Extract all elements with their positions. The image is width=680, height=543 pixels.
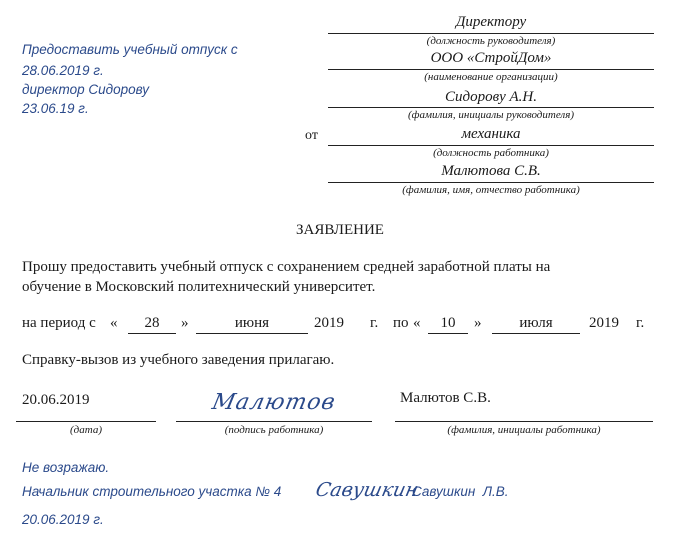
- end-day: 10: [440, 315, 456, 331]
- attachment-note: Справку-вызов из учебного заведения прилагаю.: [22, 352, 335, 368]
- approver-signature: Савушкин: [313, 479, 421, 501]
- employee-name-caption: (фамилия, имя, отчество работника): [402, 184, 580, 196]
- application-date: 20.06.2019: [22, 392, 90, 408]
- addressee-position-line: [328, 33, 654, 34]
- from-label: от: [305, 128, 318, 143]
- resolution-line-2: 28.06.2019 г.: [22, 63, 104, 78]
- end-year-suffix: г.: [636, 315, 645, 331]
- name-line: [395, 421, 653, 422]
- start-year: 2019: [314, 315, 344, 331]
- start-year-suffix: г.: [370, 315, 379, 331]
- addressee-position-caption: (должность руководителя): [426, 35, 556, 47]
- to-label: по: [393, 315, 409, 331]
- date-caption: (дата): [70, 424, 102, 436]
- addressee-name-caption: (фамилия, инициалы руководителя): [408, 109, 574, 121]
- approver-name: Савушкин Л.В.: [412, 484, 509, 499]
- organization-name: ООО «СтройДом»: [430, 50, 552, 66]
- organization-caption: (наименование организации): [424, 71, 558, 83]
- document-title: ЗАЯВЛЕНИЕ: [296, 222, 384, 238]
- employee-position-caption: (должность работника): [433, 147, 549, 159]
- start-month-line: [196, 333, 308, 334]
- resolution-line-1: Предоставить учебный отпуск с: [22, 42, 238, 57]
- end-month-line: [492, 333, 580, 334]
- employee-signature: Малютов: [209, 390, 339, 415]
- approver-role: Начальник строительного участка № 4: [22, 484, 282, 499]
- date-line: [16, 421, 156, 422]
- employee-short-name: Малютов С.В.: [400, 390, 491, 406]
- addressee-name-line: [328, 107, 654, 108]
- end-day-line: [428, 333, 468, 334]
- signature-line: [176, 421, 372, 422]
- start-open-quote: «: [110, 315, 118, 331]
- start-month: июня: [234, 315, 270, 331]
- resolution-line-3: директор Сидорову: [22, 82, 149, 97]
- addressee-position: Директору: [455, 14, 527, 30]
- employee-position: механика: [461, 126, 521, 142]
- body-line-2: обучение в Московский политехнический университет.: [22, 279, 376, 295]
- approval-date: 20.06.2019 г.: [22, 512, 104, 527]
- end-close-quote: »: [474, 315, 482, 331]
- body-line-1: Прошу предоставить учебный отпуск с сохранением средней заработной платы на: [22, 259, 551, 275]
- name-caption: (фамилия, инициалы работника): [447, 424, 601, 436]
- resolution-line-4: 23.06.19 г.: [22, 101, 89, 116]
- end-open-quote: «: [413, 315, 421, 331]
- period-prefix: на период с: [22, 315, 96, 331]
- employee-name-line: [328, 182, 654, 183]
- addressee-name: Сидорову А.Н.: [444, 89, 537, 105]
- organization-line: [328, 69, 654, 70]
- start-day: 28: [144, 315, 160, 331]
- approval-note: Не возражаю.: [22, 460, 110, 475]
- signature-caption: (подпись работника): [224, 424, 324, 436]
- employee-name: Малютова С.В.: [441, 163, 541, 179]
- employee-position-line: [328, 145, 654, 146]
- start-close-quote: »: [181, 315, 189, 331]
- start-day-line: [128, 333, 176, 334]
- end-year: 2019: [589, 315, 619, 331]
- end-month: июля: [519, 315, 553, 331]
